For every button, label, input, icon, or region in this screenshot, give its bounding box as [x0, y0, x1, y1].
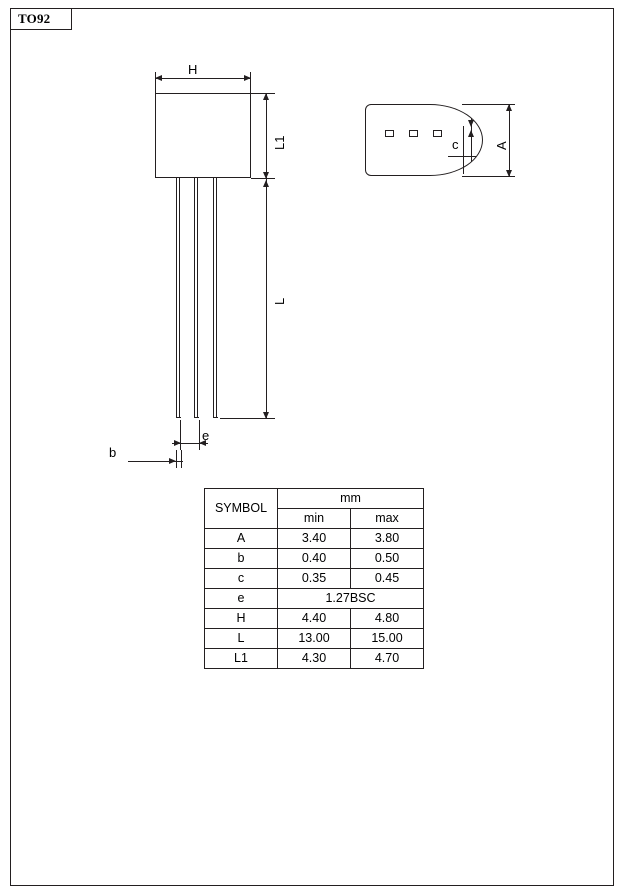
label-h: H	[188, 62, 198, 77]
b-arrow	[169, 458, 176, 464]
header-min: min	[278, 509, 351, 529]
cell-max: 4.70	[351, 649, 424, 669]
l1-dimension-line	[266, 93, 267, 179]
table-row	[205, 529, 424, 549]
label-c: c	[452, 137, 459, 152]
cell-min: 0.35	[278, 569, 351, 589]
lead-2-end	[194, 417, 199, 418]
cell-min: 4.30	[278, 649, 351, 669]
cell-max: 15.00	[351, 629, 424, 649]
c-extension-line	[463, 126, 464, 174]
header-symbol: SYMBOL	[214, 501, 268, 515]
b-extension-left	[176, 450, 177, 468]
a-arrow-up	[506, 104, 512, 111]
top-view	[365, 104, 483, 176]
label-l: L	[272, 297, 287, 305]
l1-arrow-up	[263, 93, 269, 100]
cell-min: 4.40	[278, 609, 351, 629]
l-arrow-up	[263, 180, 269, 187]
h-arrow-right	[244, 75, 251, 81]
b-extension-right	[181, 450, 182, 468]
cell-symbol: b	[205, 549, 278, 569]
label-e: e	[202, 428, 210, 443]
top-view-pin-3	[433, 130, 442, 137]
l-arrow-down	[263, 412, 269, 419]
label-b: b	[109, 445, 117, 460]
cell-max: 4.80	[351, 609, 424, 629]
cell-symbol: e	[205, 589, 278, 609]
table-row	[205, 609, 424, 629]
label-l1: L1	[272, 135, 287, 150]
cell-symbol: H	[205, 609, 278, 629]
cell-span-value: 1.27BSC	[278, 589, 424, 609]
title-block	[10, 8, 72, 30]
h-dimension-line	[155, 78, 251, 79]
e-arrow-left	[174, 440, 181, 446]
c-arrow-down	[468, 120, 474, 127]
lead-1-end	[176, 417, 181, 418]
cell-symbol: c	[205, 569, 278, 589]
h-arrow-left	[155, 75, 162, 81]
cell-min: 3.40	[278, 529, 351, 549]
page-border	[10, 8, 614, 886]
cell-min: 0.40	[278, 549, 351, 569]
header-max: max	[351, 509, 424, 529]
top-view-outline	[365, 104, 483, 176]
cell-max: 0.45	[351, 569, 424, 589]
cell-max: 3.80	[351, 529, 424, 549]
transistor-body	[155, 93, 251, 178]
header-unit: mm	[278, 489, 424, 509]
lead-3	[213, 178, 217, 418]
l-dimension-line	[266, 178, 267, 418]
lead-3-end	[213, 417, 218, 418]
lead-2	[194, 178, 198, 418]
package-title: TO92	[18, 10, 51, 26]
dimension-table	[204, 488, 424, 669]
top-view-pin-2	[409, 130, 418, 137]
table-row	[205, 589, 424, 609]
table-row	[205, 549, 424, 569]
a-arrow-down	[506, 170, 512, 177]
cell-min: 13.00	[278, 629, 351, 649]
a-dimension-line	[509, 104, 510, 177]
cell-symbol: A	[205, 529, 278, 549]
top-view-pin-1	[385, 130, 394, 137]
c-arrow-up	[468, 130, 474, 137]
cell-symbol: L	[205, 629, 278, 649]
cell-symbol: L1	[205, 649, 278, 669]
table-header-row-1	[205, 489, 424, 509]
table-row	[205, 629, 424, 649]
c-dimension-line	[448, 156, 476, 157]
lead-1	[176, 178, 180, 418]
label-a: A	[494, 141, 509, 150]
cell-max: 0.50	[351, 549, 424, 569]
table-row	[205, 649, 424, 669]
table-row	[205, 569, 424, 589]
